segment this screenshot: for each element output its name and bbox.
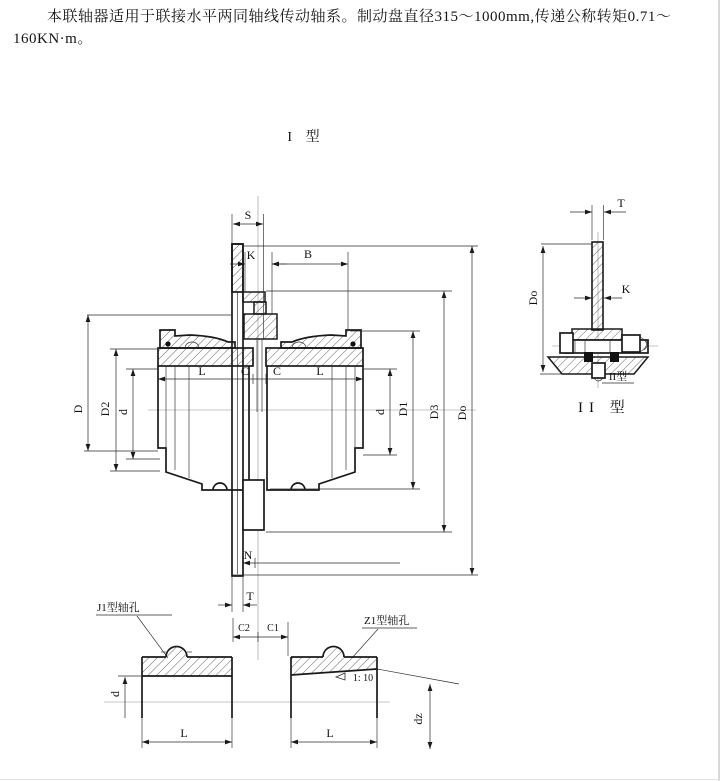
center-hub-block <box>244 314 277 339</box>
dim-d1-label: D1 <box>396 401 410 417</box>
z1-bump-hatch <box>323 647 344 658</box>
fig2-key-block-right <box>610 352 619 362</box>
dim-l-right-label: L <box>316 364 324 378</box>
brake-disc-section <box>232 244 243 292</box>
z1-dim-dz-label: dz <box>411 713 425 725</box>
dim-d3-label: D3 <box>427 404 441 420</box>
dim-c-right-label: C <box>272 364 282 378</box>
z1-taper-symbol <box>336 673 345 680</box>
dim-c2-label: C2 <box>238 623 250 634</box>
dim-b-label: B <box>303 247 313 261</box>
fig2-hub <box>572 329 622 340</box>
dim-k-label: K <box>246 248 256 262</box>
dim-dright-label: d <box>373 409 387 415</box>
fig2-disc-plate <box>592 242 603 330</box>
dim-s-label: S <box>244 208 252 222</box>
figure-j1-bore <box>96 600 232 748</box>
figure-z1-bore <box>291 613 459 749</box>
j1-bump-hatch <box>166 647 187 658</box>
dim-n-label: N <box>243 548 253 562</box>
oring-left <box>165 341 170 346</box>
dim-d0-label: Do <box>455 405 469 421</box>
fig2-bolt-head <box>622 335 640 352</box>
fig2-dim-t-label: T <box>617 196 625 210</box>
dim-d2-label: D2 <box>98 401 112 417</box>
figure2-caption: II 型 <box>578 400 631 416</box>
page-right-edge <box>718 0 720 781</box>
disc-adapter-flange <box>243 292 265 302</box>
dim-t-label: T <box>246 589 254 603</box>
dim-dleft-label: d <box>116 409 130 415</box>
keyway-bump-left <box>213 483 227 490</box>
page-bottom-edge <box>0 779 720 780</box>
fig2-dim-k-label: K <box>621 282 631 296</box>
oring-right <box>350 341 355 346</box>
j1-dim-l-label: L <box>180 726 188 740</box>
dim-c1-label: C1 <box>267 623 279 634</box>
z1-dim-l-label: L <box>326 726 334 740</box>
fig2-stem <box>592 363 605 378</box>
figure1-caption: I 型 <box>287 130 325 145</box>
j1-title: J1型轴孔 <box>97 602 140 614</box>
intro-line-1: 本联轴器适用于联接水平两同轴线传动轴系。制动盘直径315～1000mm,传递公称转矩0.71～ <box>47 9 672 25</box>
z1-title: Z1型轴孔 <box>364 615 410 627</box>
dim-c-left-label: C <box>240 364 250 378</box>
z1-taper-extension <box>377 669 459 684</box>
dim-l-left-label: L <box>198 364 206 378</box>
disc-adapter-stem <box>254 302 266 314</box>
j1-dim-d-label: d <box>108 691 122 697</box>
shaft-end-block <box>243 480 264 530</box>
dim-d-label: D <box>71 404 85 414</box>
fig2-nut-left <box>560 333 573 353</box>
intro-line-2: 160KN·m。 <box>13 31 93 47</box>
fig2-dim-d0-label: Do <box>526 290 540 306</box>
j1-hatch <box>142 657 232 676</box>
hub-right <box>267 366 363 490</box>
figure-type1-main <box>71 128 478 660</box>
fig2-key-block-left <box>584 352 593 362</box>
z1-leader-line <box>352 629 378 658</box>
figure-type2 <box>526 196 658 416</box>
z1-taper-label: 1: 10 <box>352 673 374 684</box>
flange-wing-left <box>160 330 235 348</box>
fig2-inner-label: II型 <box>608 371 628 383</box>
